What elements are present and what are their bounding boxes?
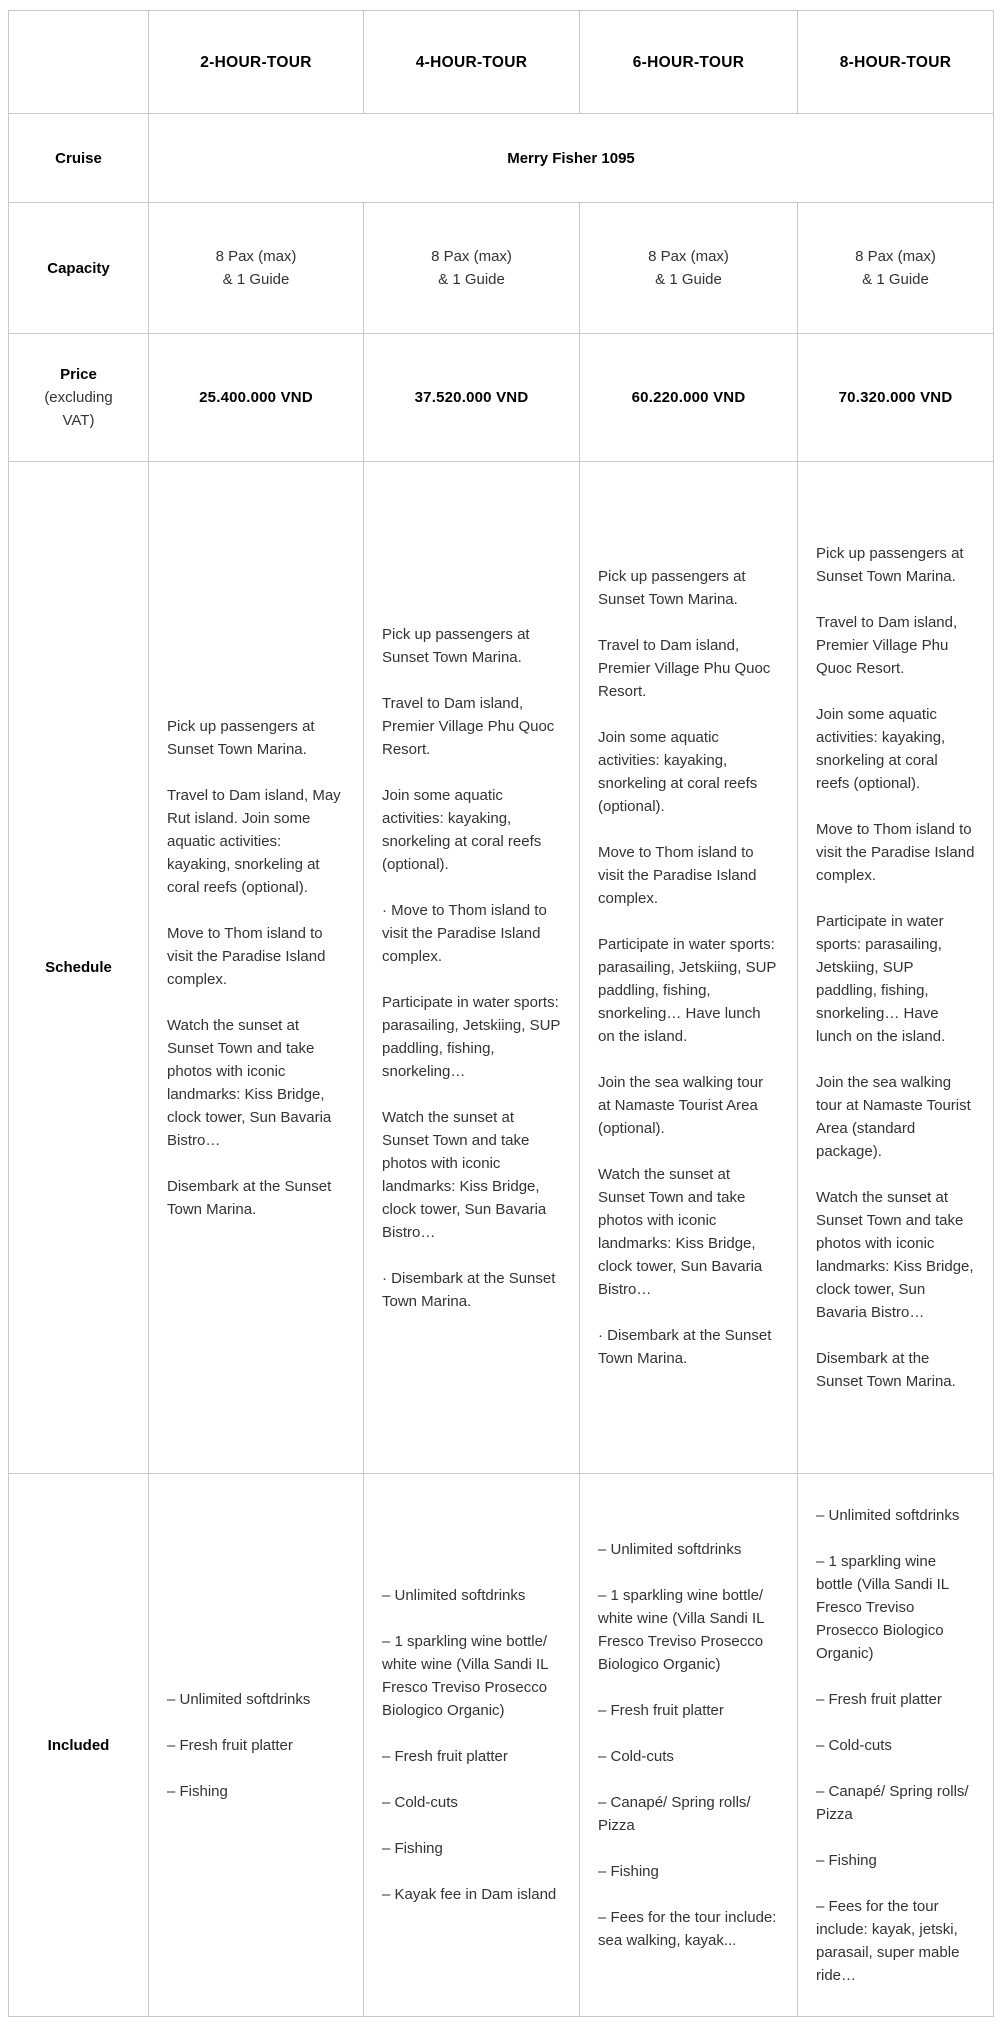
text-line: – Unlimited softdrinks — [167, 1690, 311, 1708]
text-line: Watch the sunset at Sunset Town and take photos with iconic landmarks: Kiss Bridge, clock tower, Sun Bavaria Bistro… — [598, 1166, 763, 1298]
text-line: Participate in water sports: parasailing, Jetskiing, SUP paddling, fishing, snorkeling… — [382, 993, 561, 1080]
text-line: – Cold-cuts — [382, 1794, 458, 1811]
capacity-2-hour — [149, 203, 364, 334]
included-row — [9, 1474, 994, 2017]
text-line: Pick up passengers at Sunset Town Marina. — [382, 625, 530, 666]
text-line: – Fresh fruit platter — [382, 1748, 508, 1765]
text-line: – 1 sparkling wine bottle/ white wine (Villa Sandi IL Fresco Treviso Prosecco Biologico Organic) — [382, 1633, 548, 1719]
text-line: Watch the sunset at Sunset Town and take photos with iconic landmarks: Kiss Bridge, clock tower, Sun Bavaria Bistro… — [816, 1189, 974, 1321]
text-line: Travel to Dam island, May Rut island. Join some aquatic activities: kayaking, snorkeling at coral reefs (optional). — [167, 786, 341, 896]
price-4-hour: 37.520.000 VND — [364, 334, 580, 462]
text-line: – Fishing — [167, 1782, 228, 1800]
schedule-6-hour — [580, 462, 798, 1474]
text-line: Join some aquatic activities: kayaking, snorkeling at coral reefs (optional). — [598, 729, 758, 815]
text-line: – Fresh fruit platter — [598, 1702, 724, 1719]
text-line: – Canapé/ Spring rolls/ Pizza — [598, 1794, 751, 1834]
text-line: – Fees for the tour include: sea walking, kayak... — [598, 1909, 777, 1949]
text-line: Join some aquatic activities: kayaking, snorkeling at coral reefs (optional). — [816, 706, 946, 792]
text-line: 8 Pax (max) — [215, 248, 297, 265]
text-line: Disembark at the Sunset Town Marina. — [167, 1177, 332, 1218]
cruise-row — [9, 114, 994, 203]
text-line: – Fresh fruit platter — [167, 1736, 293, 1754]
price-row-label — [9, 334, 149, 462]
text-line: Move to Thom island to visit the Paradise Island complex. — [167, 924, 326, 988]
column-header-4-hour-tour: 4-HOUR-TOUR — [364, 11, 580, 114]
text-line: – 1 sparkling wine bottle (Villa Sandi IL Fresco Treviso Prosecco Biologico Organic) — [816, 1552, 949, 1662]
text-line: Disembark at the Sunset Town Marina. — [816, 1350, 956, 1390]
price-row — [9, 334, 994, 462]
text-line: – Kayak fee in Dam island — [382, 1886, 557, 1903]
column-header-6-hour-tour: 6-HOUR-TOUR — [580, 11, 798, 114]
text-line: Watch the sunset at Sunset Town and take photos with iconic landmarks: Kiss Bridge, clock tower, Sun Bavaria Bistro… — [382, 1108, 547, 1241]
tour-pricing-page — [0, 10, 1000, 2036]
included-row-label: Included — [9, 1474, 149, 2017]
text-line: Travel to Dam island, Premier Village Phu Quoc Resort. — [382, 694, 555, 758]
text-line: Watch the sunset at Sunset Town and take photos with iconic landmarks: Kiss Bridge, clock tower, Sun Bavaria Bistro… — [167, 1016, 332, 1149]
included-6-hour — [580, 1474, 798, 2017]
text-line: Travel to Dam island, Premier Village Phu Quoc Resort. — [816, 614, 958, 677]
price-label: Price — [60, 366, 97, 383]
text-line: Move to Thom island to visit the Paradise Island complex. — [598, 844, 757, 907]
schedule-row — [9, 462, 994, 1474]
text-line: Pick up passengers at Sunset Town Marina. — [816, 545, 964, 585]
text-line: 8 Pax (max) — [855, 248, 936, 265]
text-line: · Move to Thom island to visit the Paradise Island complex. — [382, 901, 547, 965]
capacity-4-hour — [364, 203, 580, 334]
text-line: & 1 Guide — [222, 271, 290, 288]
text-line: 8 Pax (max) — [648, 248, 729, 265]
text-line: · Disembark at the Sunset Town Marina. — [382, 1269, 556, 1310]
text-line: Pick up passengers at Sunset Town Marina. — [598, 568, 746, 608]
price-8-hour: 70.320.000 VND — [798, 334, 994, 462]
text-line: & 1 Guide — [655, 271, 722, 288]
schedule-row-label: Schedule — [9, 462, 149, 1474]
text-line: – Fishing — [382, 1840, 443, 1857]
included-8-hour — [798, 1474, 994, 2017]
text-line: Join some aquatic activities: kayaking, snorkeling at coral reefs (optional). — [382, 786, 542, 873]
capacity-6-hour — [580, 203, 798, 334]
tour-pricing-table — [8, 10, 994, 2017]
text-line: Pick up passengers at Sunset Town Marina. — [167, 717, 315, 758]
text-line: – Canapé/ Spring rolls/ Pizza — [816, 1782, 969, 1823]
cruise-row-label: Cruise — [9, 114, 149, 203]
included-2-hour — [149, 1474, 364, 2017]
text-line: – Cold-cuts — [598, 1748, 674, 1765]
included-4-hour — [364, 1474, 580, 2017]
schedule-4-hour — [364, 462, 580, 1474]
capacity-8-hour — [798, 203, 994, 334]
capacity-row-label: Capacity — [9, 203, 149, 334]
text-line: Join the sea walking tour at Namaste Tourist Area (standard package). — [816, 1074, 971, 1160]
text-line: 8 Pax (max) — [431, 248, 512, 265]
text-line: Join the sea walking tour at Namaste Tourist Area (optional). — [598, 1074, 764, 1137]
header-row — [9, 11, 994, 114]
text-line: – Fresh fruit platter — [816, 1690, 942, 1708]
schedule-8-hour — [798, 462, 994, 1474]
text-line: – Fishing — [816, 1851, 877, 1869]
text-line: – Unlimited softdrinks — [816, 1506, 960, 1524]
price-2-hour: 25.400.000 VND — [149, 334, 364, 462]
text-line: & 1 Guide — [862, 271, 929, 288]
text-line: – Unlimited softdrinks — [598, 1541, 742, 1558]
text-line: Participate in water sports: parasailing, Jetskiing, SUP paddling, fishing, snorkeling… Have lunch on the island. — [816, 913, 946, 1045]
text-line: Move to Thom island to visit the Paradise Island complex. — [816, 821, 975, 884]
text-line: Travel to Dam island, Premier Village Phu Quoc Resort. — [598, 637, 771, 700]
price-6-hour: 60.220.000 VND — [580, 334, 798, 462]
text-line: & 1 Guide — [438, 271, 505, 288]
capacity-row — [9, 203, 994, 334]
corner-cell — [9, 11, 149, 114]
column-header-8-hour-tour: 8-HOUR-TOUR — [798, 11, 994, 114]
text-line: – Fishing — [598, 1863, 659, 1880]
text-line: – Cold-cuts — [816, 1736, 892, 1754]
price-label-note: (excluding VAT) — [44, 389, 113, 429]
text-line: – Unlimited softdrinks — [382, 1587, 526, 1604]
schedule-2-hour — [149, 462, 364, 1474]
cruise-value: Merry Fisher 1095 — [149, 114, 994, 203]
text-line: – Fees for the tour include: kayak, jetski, parasail, super mable ride… — [816, 1897, 960, 1984]
text-line: Participate in water sports: parasailing, Jetskiing, SUP paddling, fishing, snorkeling… Have lunch on the island. — [598, 936, 777, 1045]
column-header-2-hour-tour: 2-HOUR-TOUR — [149, 11, 364, 114]
text-line: – 1 sparkling wine bottle/ white wine (Villa Sandi IL Fresco Treviso Prosecco Biologico Organic) — [598, 1587, 764, 1673]
text-line: · Disembark at the Sunset Town Marina. — [598, 1327, 772, 1367]
